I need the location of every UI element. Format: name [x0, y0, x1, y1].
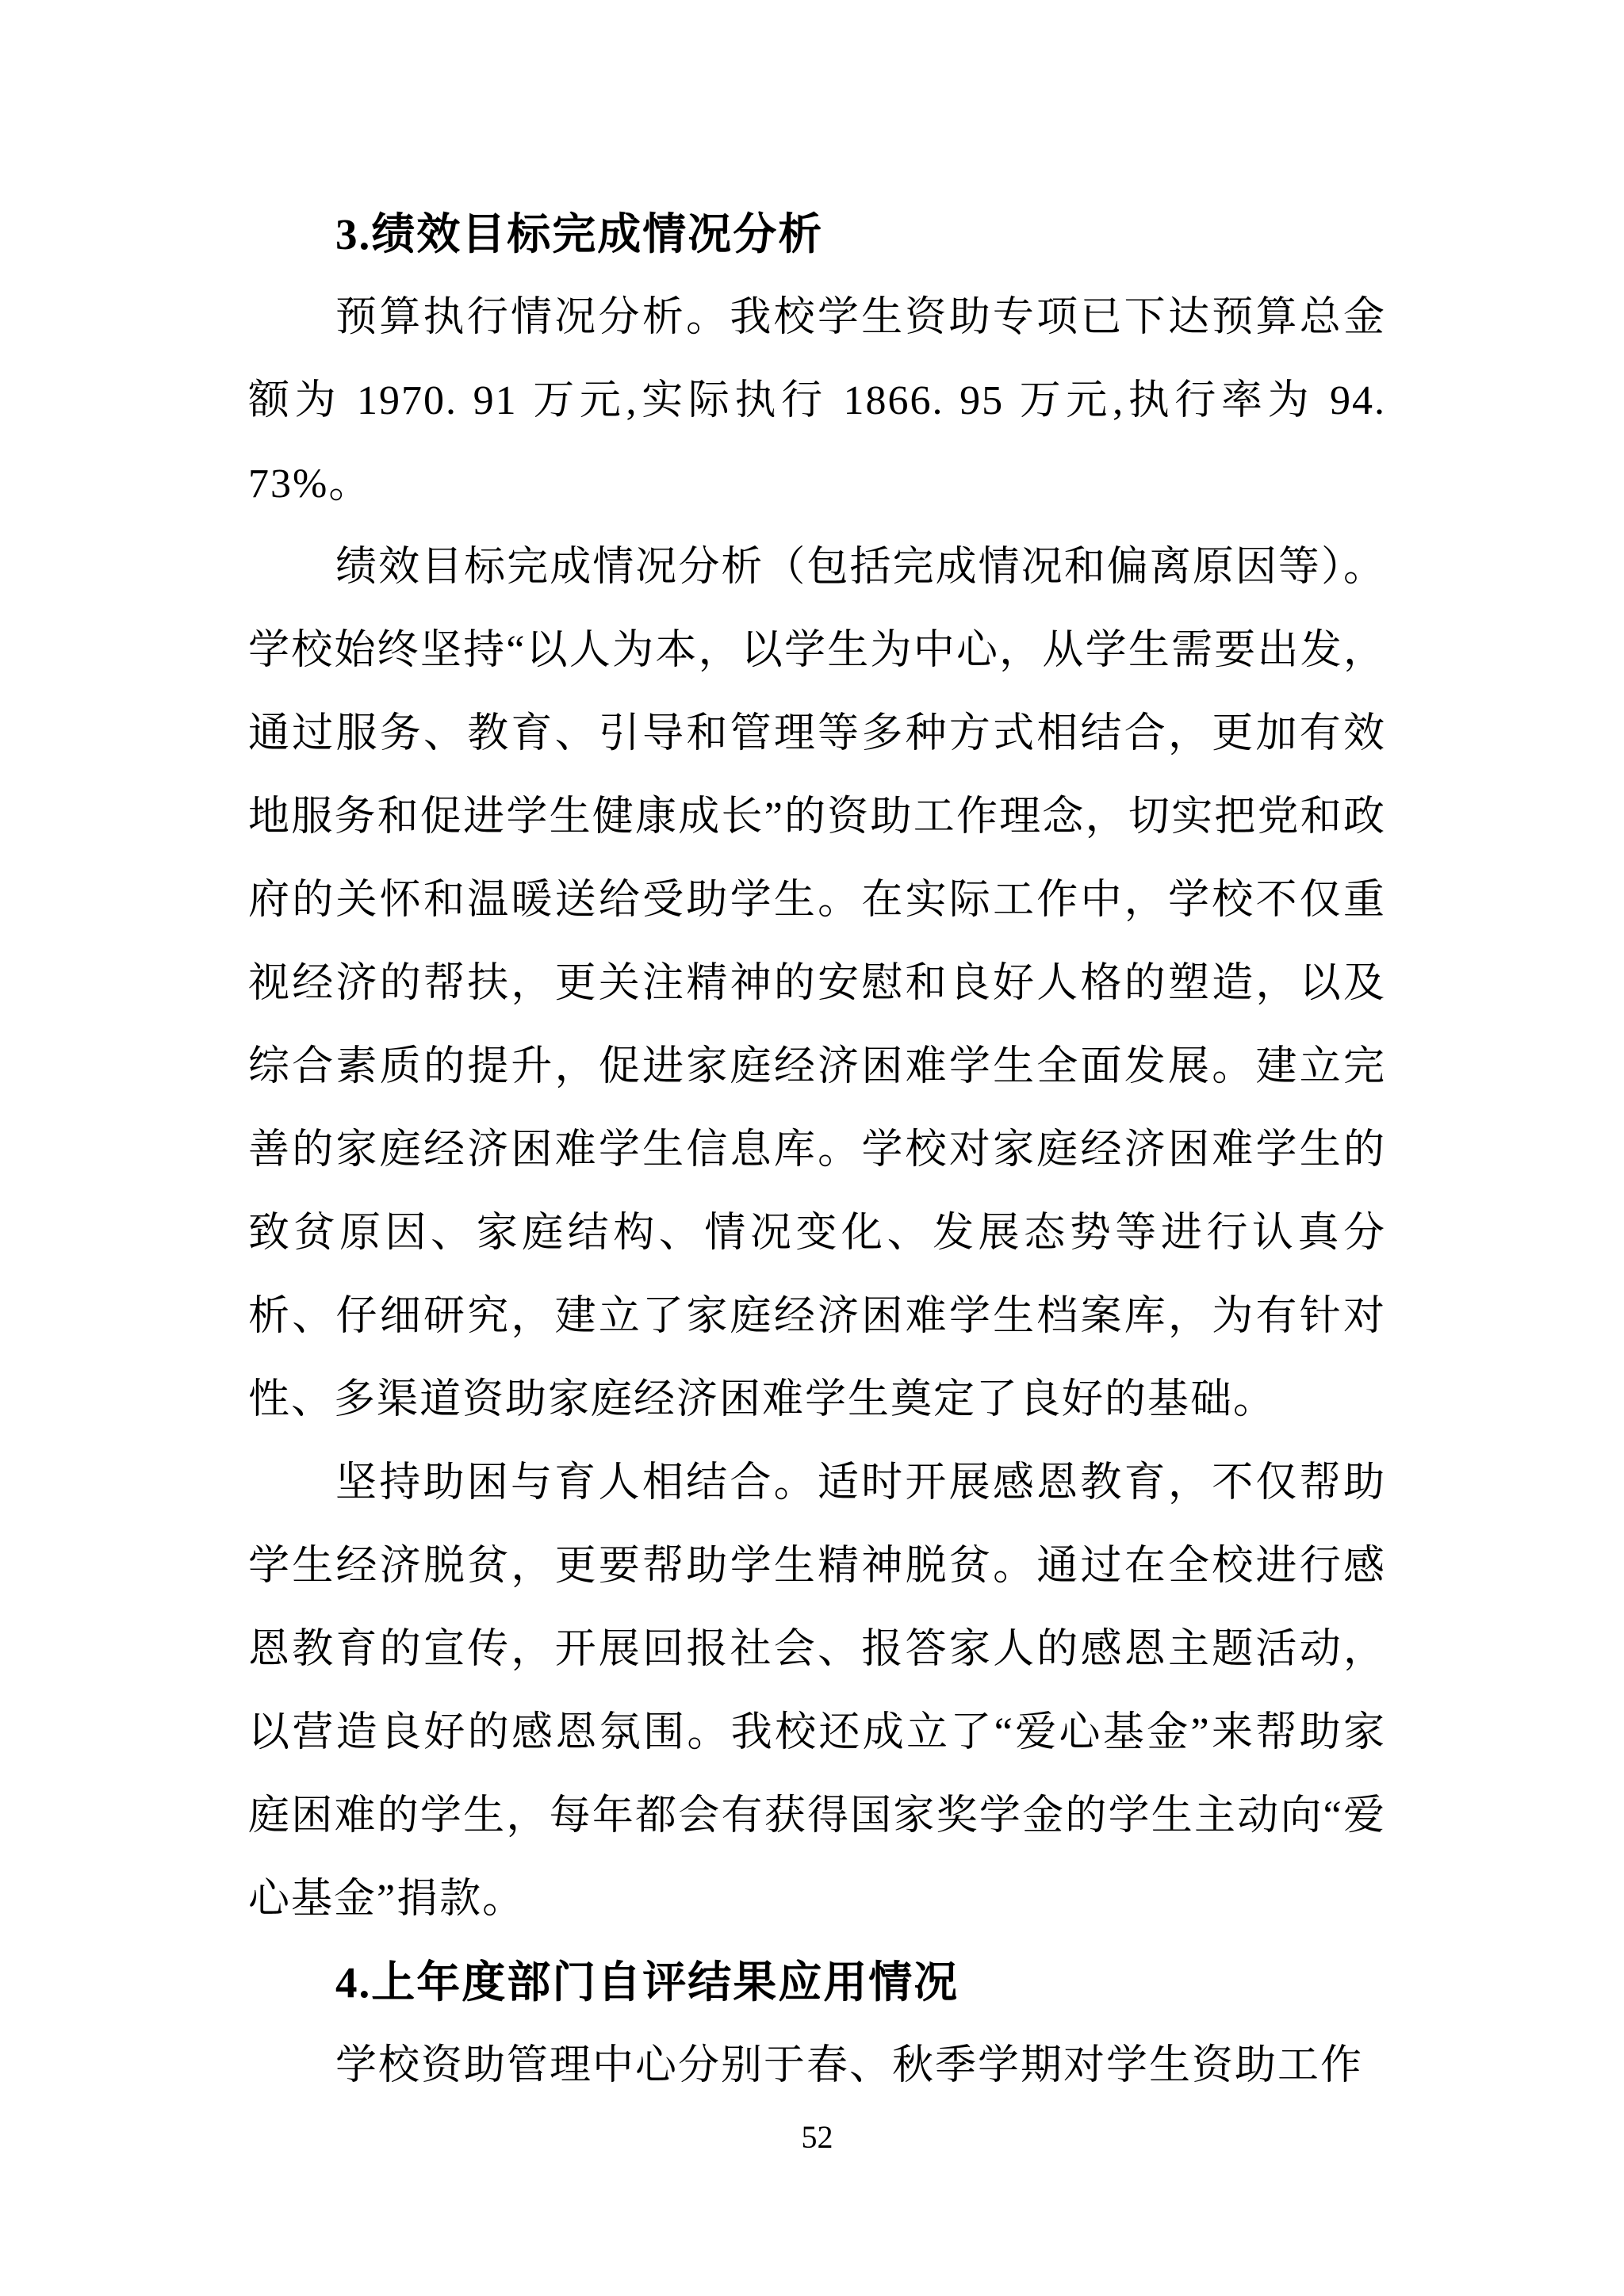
paragraph-target-completion-analysis: 绩效目标完成情况分析（包括完成情况和偏离原因等）。学校始终坚持“以人为本，以学生为中心，从学生需要出发，通过服务、教育、引导和管理等多种方式相结合，更加有效地服务和促进学生健康成长”的资助工作理念，切实把党和政府的关怀和温暖送给受助学生。在实际工作中，学校不仅重视经济的帮扶，更关注精神的安慰和良好人格的塑造，以及综合素质的提升，促进家庭经济困难学生全面发展。建立完善的家庭经济困难学生信息库。学校对家庭经济困难学生的致贫原因、家庭结构、情况变化、发展态势等进行认真分析、仔细研究，建立了家庭经济困难学生档案库，为有针对性、多渠道资助家庭经济困难学生奠定了良好的基础。 [248, 545, 1386, 1422]
paragraph-budget-execution: 预算执行情况分析。我校学生资助专项已下达预算总金额为 1970. 91 万元,实际执行 1866. 95 万元,执行率为 94. 73%。 [248, 295, 1386, 507]
heading-performance-target-analysis: 3.绩效目标完成情况分析 [335, 210, 824, 258]
heading-self-evaluation-results: 4.上年度部门自评结果应用情况 [335, 1958, 959, 2007]
page-number: 52 [801, 2119, 833, 2155]
paragraph-aid-management-center: 学校资助管理中心分别于春、秋季学期对学生资助工作 [335, 2043, 1364, 2088]
document-body [248, 193, 1386, 2107]
paragraph-gratitude-education: 坚持助困与育人相结合。适时开展感恩教育，不仅帮助学生经济脱贫，更要帮助学生精神脱贫。通过在全校进行感恩教育的宣传，开展回报社会、报答家人的感恩主题活动，以营造良好的感恩氛围。我校还成立了“爱心基金”来帮助家庭困难的学生，每年都会有获得国家奖学金的学生主动向“爱心基金”捐款。 [248, 1460, 1386, 1922]
